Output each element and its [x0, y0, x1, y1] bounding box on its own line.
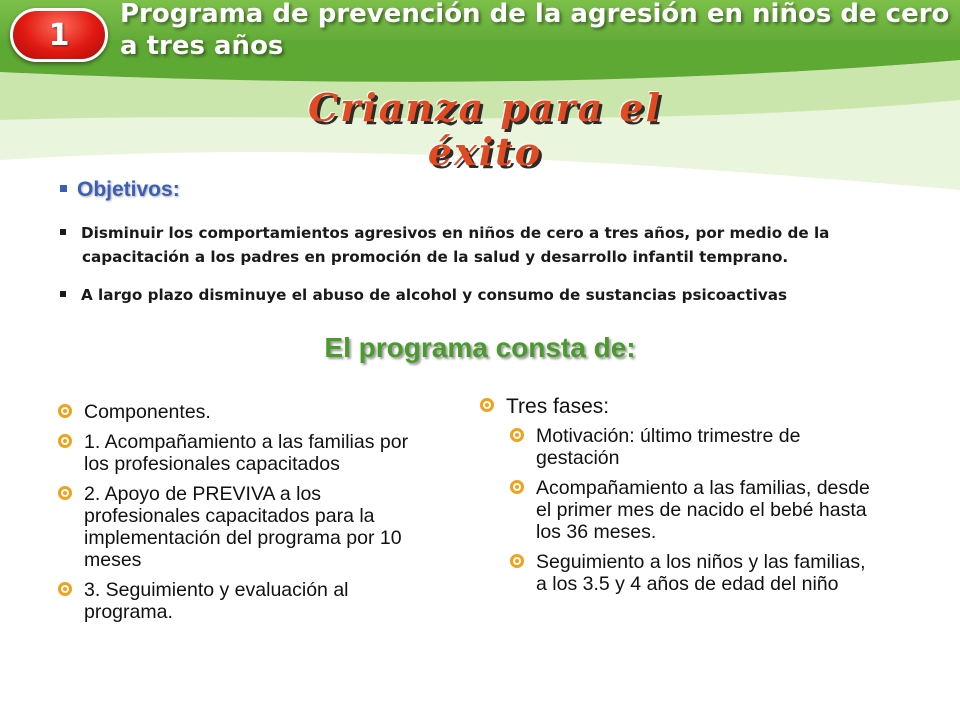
list-item: [58, 401, 418, 423]
components-list: [58, 401, 418, 631]
circle-bullet-icon: [510, 554, 524, 568]
phase-text: Acompañamiento a las familias, desde el primer mes de nacido el bebé hasta los 36 meses.: [536, 477, 870, 543]
circle-bullet-icon: [58, 582, 72, 596]
phases-list: [480, 395, 900, 603]
square-bullet-icon: [60, 185, 67, 192]
circle-bullet-icon: [58, 486, 72, 500]
phases-label: Tres fases: [506, 395, 604, 418]
main-title: Crianza para el éxito: [307, 85, 663, 174]
phases-sublist: [480, 425, 880, 595]
list-item: [58, 579, 418, 623]
list-item: [510, 477, 880, 543]
components-label: Componentes.: [84, 401, 211, 423]
header-title: Programa de prevención de la agresión en niños de cero a tres años: [120, 0, 950, 61]
circle-bullet-icon: [58, 404, 72, 418]
component-text: 1. Acompañamiento a las familias por los profesionales capacitados: [84, 431, 409, 475]
list-item: [510, 551, 880, 595]
list-item: [480, 395, 900, 419]
circle-bullet-icon: [510, 428, 524, 442]
objective-text: A largo plazo disminuye el abuso de alcohol y consumo de sustancias psicoactivas: [81, 286, 788, 304]
objectives-heading-text: Objetivos:: [77, 178, 180, 201]
objective-item: [60, 221, 930, 269]
objective-text: Disminuir los comportamientos agresivos en niños de cero a tres años, por medio de la capacitación a los padres en promoción de la salud y desarrollo infantil temprano.: [81, 224, 830, 266]
list-item: [58, 431, 418, 475]
slide-number-badge: [10, 8, 108, 62]
square-bullet-icon: [60, 229, 66, 235]
component-text: 3. Seguimiento y evaluación al programa.: [84, 579, 349, 623]
phase-text: Seguimiento a los niños y las familias, a los 3.5 y 4 años de edad del niño: [536, 551, 866, 595]
component-text: 2. Apoyo de PREVIVA a los profesionales capacitados para la implementación del programa por 10 meses: [84, 483, 402, 571]
objectives-heading: [60, 178, 180, 202]
circle-bullet-icon: [510, 480, 524, 494]
phases-colon: :: [603, 395, 610, 418]
slide-number: 1: [48, 17, 70, 53]
list-item: [510, 425, 880, 469]
list-item: [58, 483, 418, 571]
circle-bullet-icon: [58, 434, 72, 448]
program-heading: El programa consta de:: [324, 332, 636, 363]
square-bullet-icon: [60, 291, 66, 297]
objective-item: [60, 283, 930, 307]
phase-text: Motivación: último trimestre de gestación: [536, 425, 801, 469]
circle-bullet-icon: [480, 398, 494, 412]
